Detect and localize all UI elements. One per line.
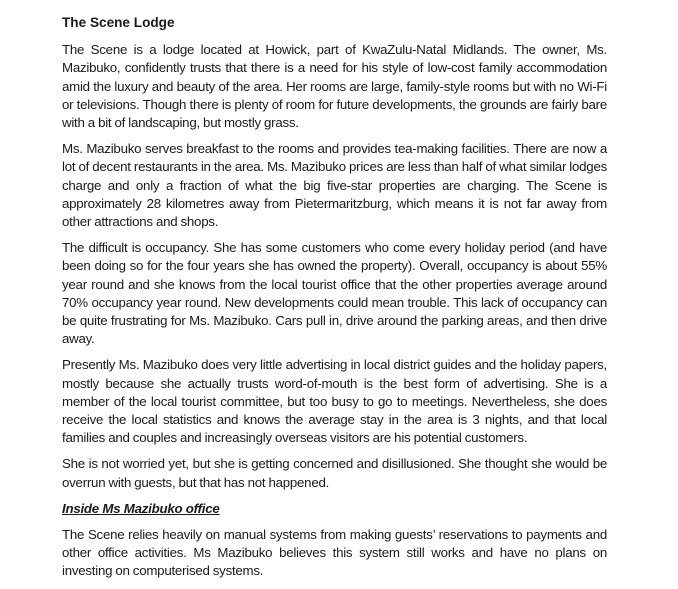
paragraph-concern: She is not worried yet, but she is getting concerned and disillusioned. She thought she would be overrun with guests, but that has not happened. [62, 456, 607, 490]
paragraph-occupancy: The difficult is occupancy. She has some customers who come every holiday period (and have been doing so for the four years she has owned the property). Overall, occupancy is about 55% year round and she knows from the local tourist office that the other properties average around 70% occupancy year round. New developments could mean trouble. This lack of occupancy can be quite frustrating for Ms. Mazibuko. Cars pull in, drive around the parking areas, and then drive away. [62, 240, 607, 347]
paragraph-pricing: Ms. Mazibuko serves breakfast to the rooms and provides tea-making facilities. There are now a lot of decent restaurants in the area. Ms. Mazibuko prices are less than half of what similar lodges charge and only a fraction of what the big five-star properties are charging. The Scene is approximately 28 kilometres away from Pietermaritzburg, which means it is not far away from other attractions and shops. [62, 141, 607, 230]
paragraph-office-systems: The Scene relies heavily on manual systems from making guests’ reservations to payments and other office activities. Ms Mazibuko believes this system still works and have no plans on investing on computerised systems. [62, 527, 607, 579]
section-subheading: Inside Ms Mazibuko office [62, 500, 220, 516]
document-title: The Scene Lodge [62, 15, 175, 30]
paragraph-intro: The Scene is a lodge located at Howick, part of KwaZulu-Natal Midlands. The owner, Ms. Mazibuko, confidently trusts that there is a need for his style of low-cost family accommodation amid the luxury and beauty of the area. Her rooms are large, family-style rooms but with no Wi-Fi or televisions. Though there is plenty of room for future developments, the grounds are fairly bare with a bit of landscaping, but mostly grass. [62, 42, 607, 131]
paragraph-advertising: Presently Ms. Mazibuko does very little advertising in local district guides and the holiday papers, mostly because she actually trusts word-of-mouth is the best form of advertising. She is a member of the local tourist committee, but too busy to go to meetings. Nevertheless, she does receive the local statistics and knows the average stay in the area is 3 nights, and that local families and couples and increasingly overseas visitors are his potential customers. [62, 357, 607, 446]
document-page [62, 14, 607, 589]
